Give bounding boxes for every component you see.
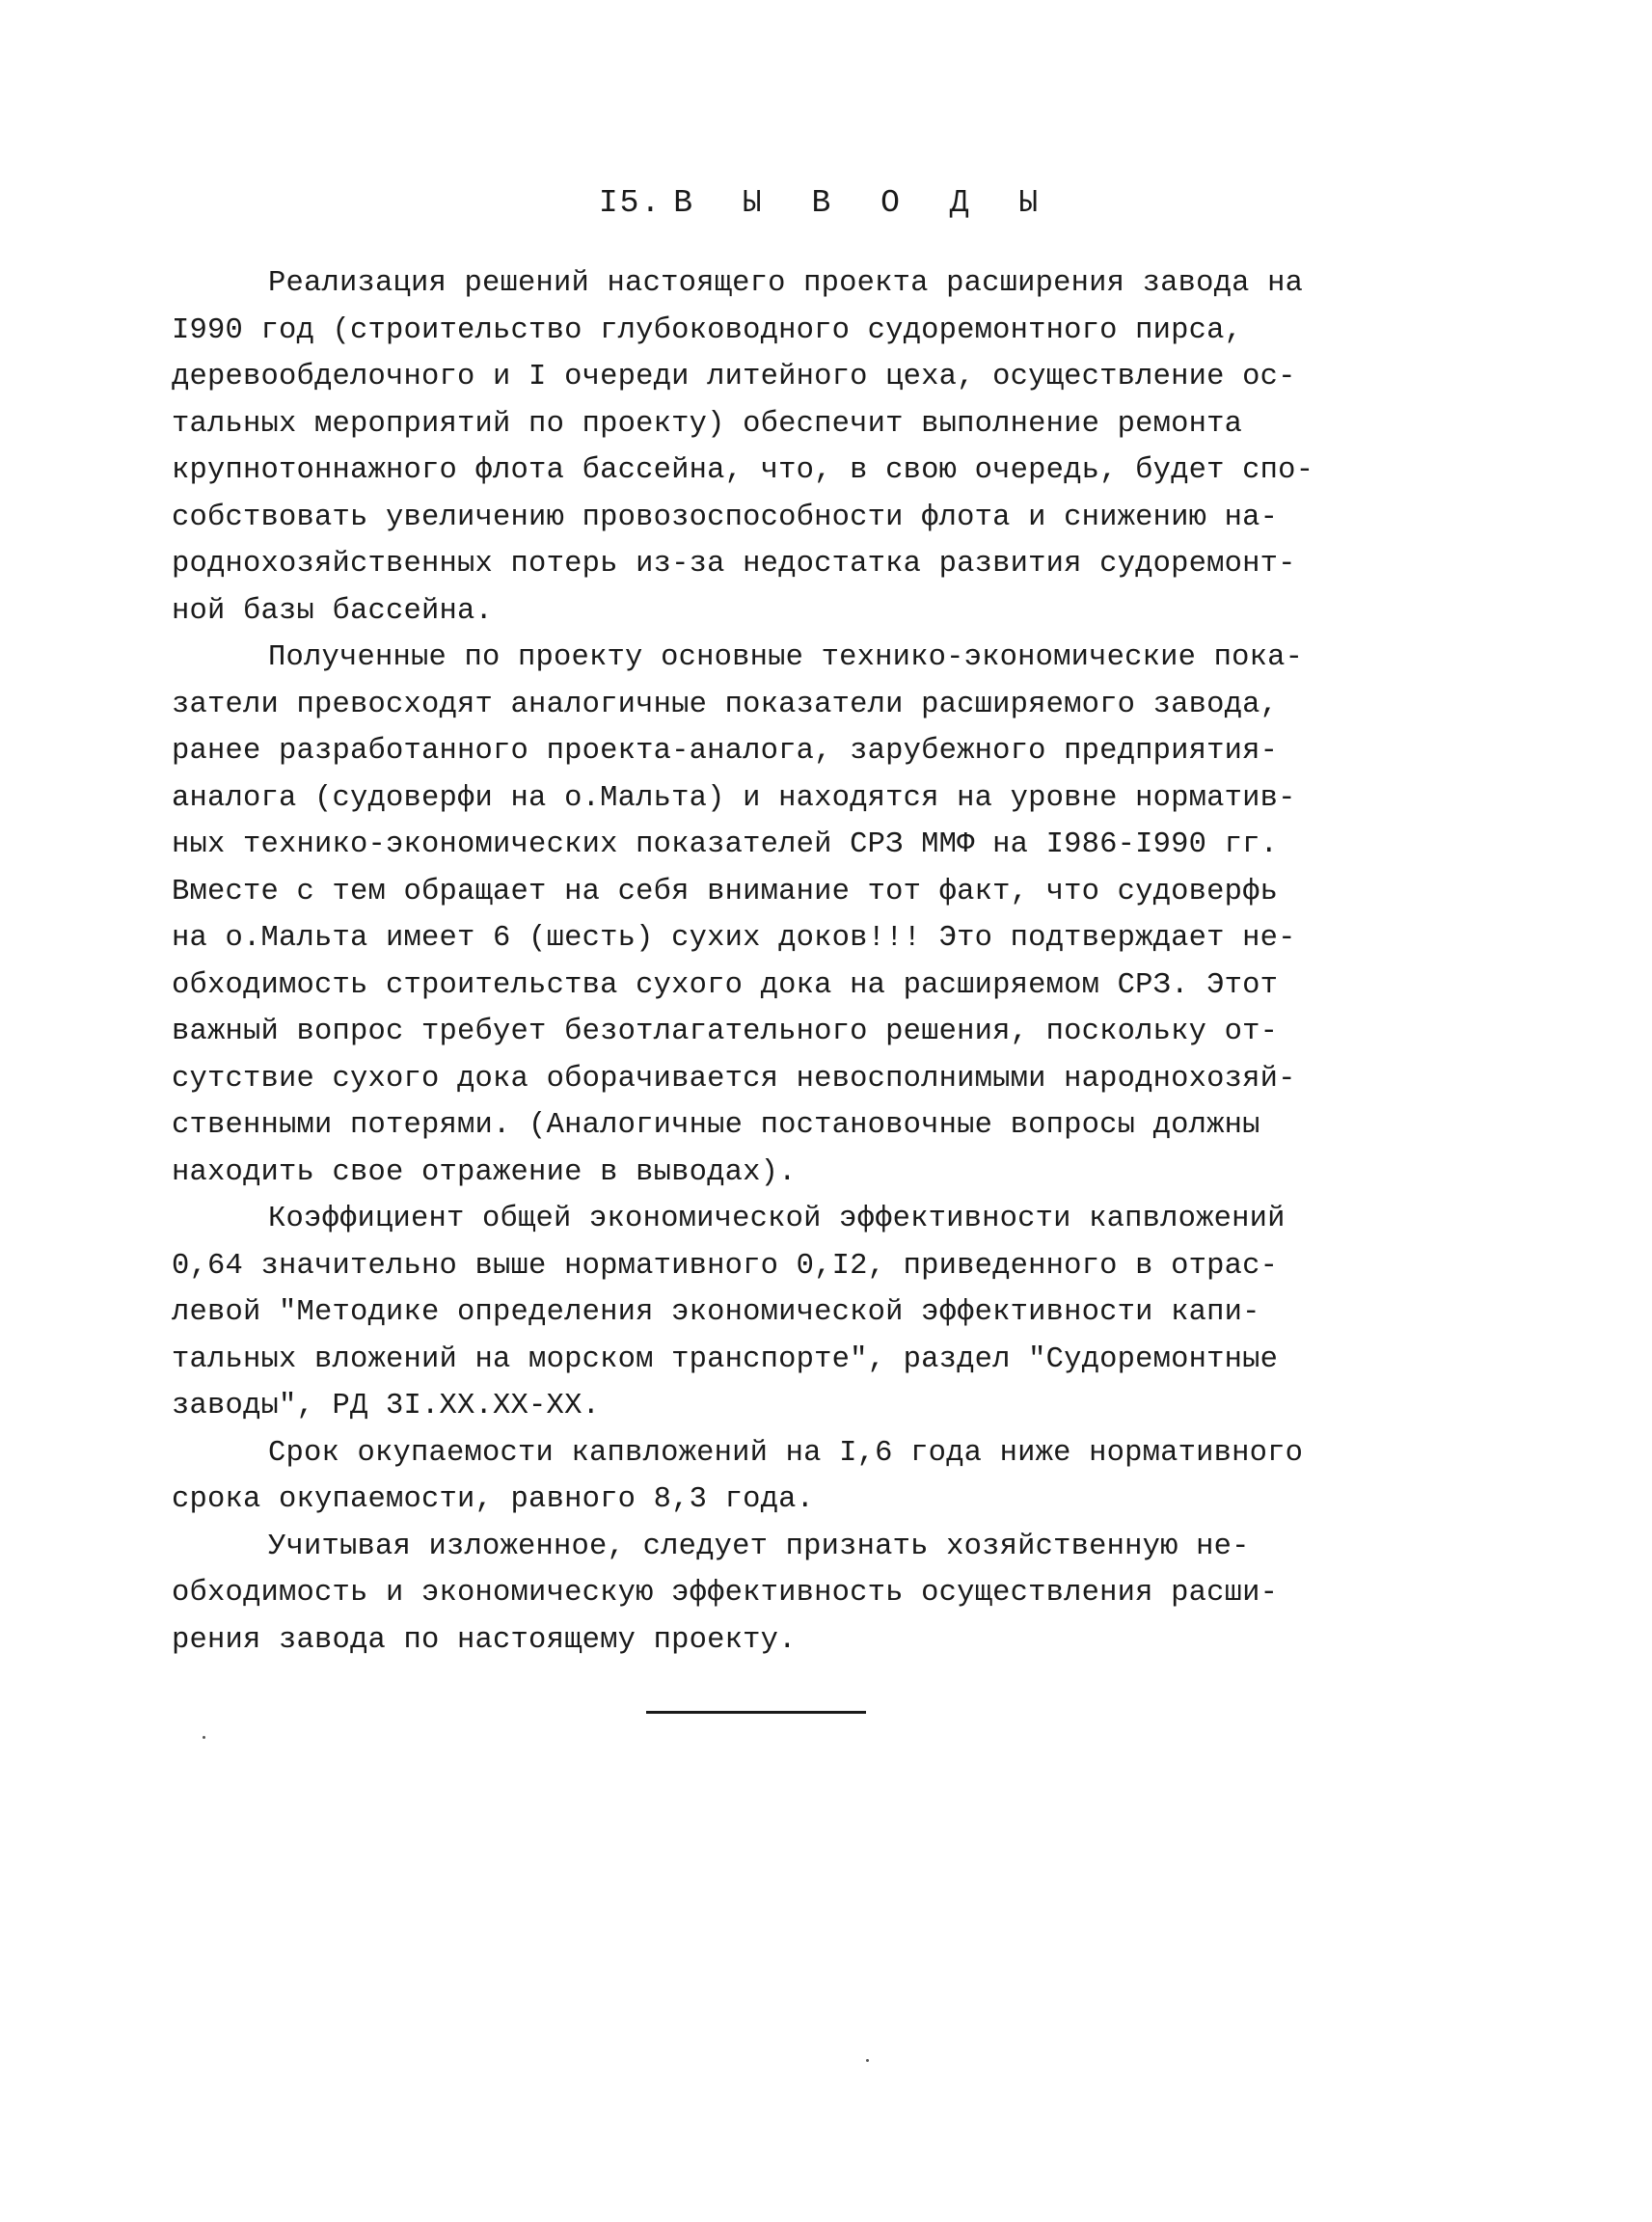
text-line: заводы", РД 3I.ХХ.ХХ-ХХ. [172, 1390, 601, 1423]
text-line: обходимость и экономическую эффективность осуществления расши- [172, 1577, 1279, 1610]
section-heading [0, 185, 1652, 221]
text-line: I990 год (строительство глубоководного судоремонтного пирса, [172, 313, 1243, 347]
text-line: левой "Методике определения экономической эффективности капи- [172, 1296, 1260, 1329]
text-line: рения завода по настоящему проекту. [172, 1623, 797, 1657]
text-line: собствовать увеличению провозоспособности флота и снижению на- [172, 501, 1279, 534]
conclusions-body [172, 260, 1396, 1664]
text-line: обходимость строительства сухого дока на расширяемом СРЗ. Этот [172, 968, 1279, 1002]
text-line: Реализация решений настоящего проекта расширения завода на [268, 267, 1304, 300]
text-line: ственными потерями. (Аналогичные постановочные вопросы должны [172, 1109, 1260, 1142]
text-line: Коэффициент общей экономической эффективности капвложений [268, 1203, 1286, 1235]
text-line: ранее разработанного проекта-аналога, зарубежного предприятия- [172, 735, 1279, 768]
end-rule [646, 1711, 866, 1714]
scan-speck [203, 1736, 205, 1739]
text-line: находить свое отражение в выводах). [172, 1155, 797, 1189]
text-line: сутствие сухого дока оборачивается невосполнимыми народнохозяй- [172, 1062, 1296, 1096]
text-line: Учитывая изложенное, следует признать хозяйственную не- [268, 1530, 1250, 1563]
text-line: 0,64 значительно выше нормативного 0,I2, приведенного в отрас- [172, 1249, 1279, 1283]
text-line: на о.Мальта имеет 6 (шесть) сухих доков!!! Это подтверждает не- [172, 922, 1296, 955]
scan-speck [866, 2059, 869, 2062]
text-line: аналога (судоверфи на о.Мальта) и находятся на уровне норматив- [172, 781, 1296, 815]
text-line: Срок окупаемости капвложений на I,6 года ниже нормативного [268, 1436, 1304, 1470]
text-line: ных технико-экономических показателей СРЗ ММФ на I986-I990 гг. [172, 828, 1279, 861]
text-line: ной базы бассейна. [172, 594, 494, 628]
text-line: тальных мероприятий по проекту) обеспечит выполнение ремонта [172, 407, 1243, 441]
text-line: деревообделочного и I очереди литейного цеха, осуществление ос- [172, 361, 1296, 393]
section-title: В Ы В О Д Ы [673, 185, 1054, 221]
text-line: Полученные по проекту основные технико-экономические пока- [268, 641, 1304, 674]
text-line: Вместе с тем обращает на себя внимание тот факт, что судоверфь [172, 875, 1279, 908]
text-line: тальных вложений на морском транспорте", раздел "Судоремонтные [172, 1342, 1279, 1376]
text-line: затели превосходят аналогичные показатели расширяемого завода, [172, 688, 1279, 721]
text-line: роднохозяйственных потерь из-за недостатка развития судоремонт- [172, 548, 1296, 581]
text-line: срока окупаемости, равного 8,3 года. [172, 1483, 815, 1516]
text-line: важный вопрос требует безотлагательного решения, поскольку от- [172, 1016, 1279, 1048]
section-number: I5. [598, 185, 663, 221]
text-line: крупнотоннажного флота бассейна, что, в свою очередь, будет спо- [172, 454, 1314, 487]
